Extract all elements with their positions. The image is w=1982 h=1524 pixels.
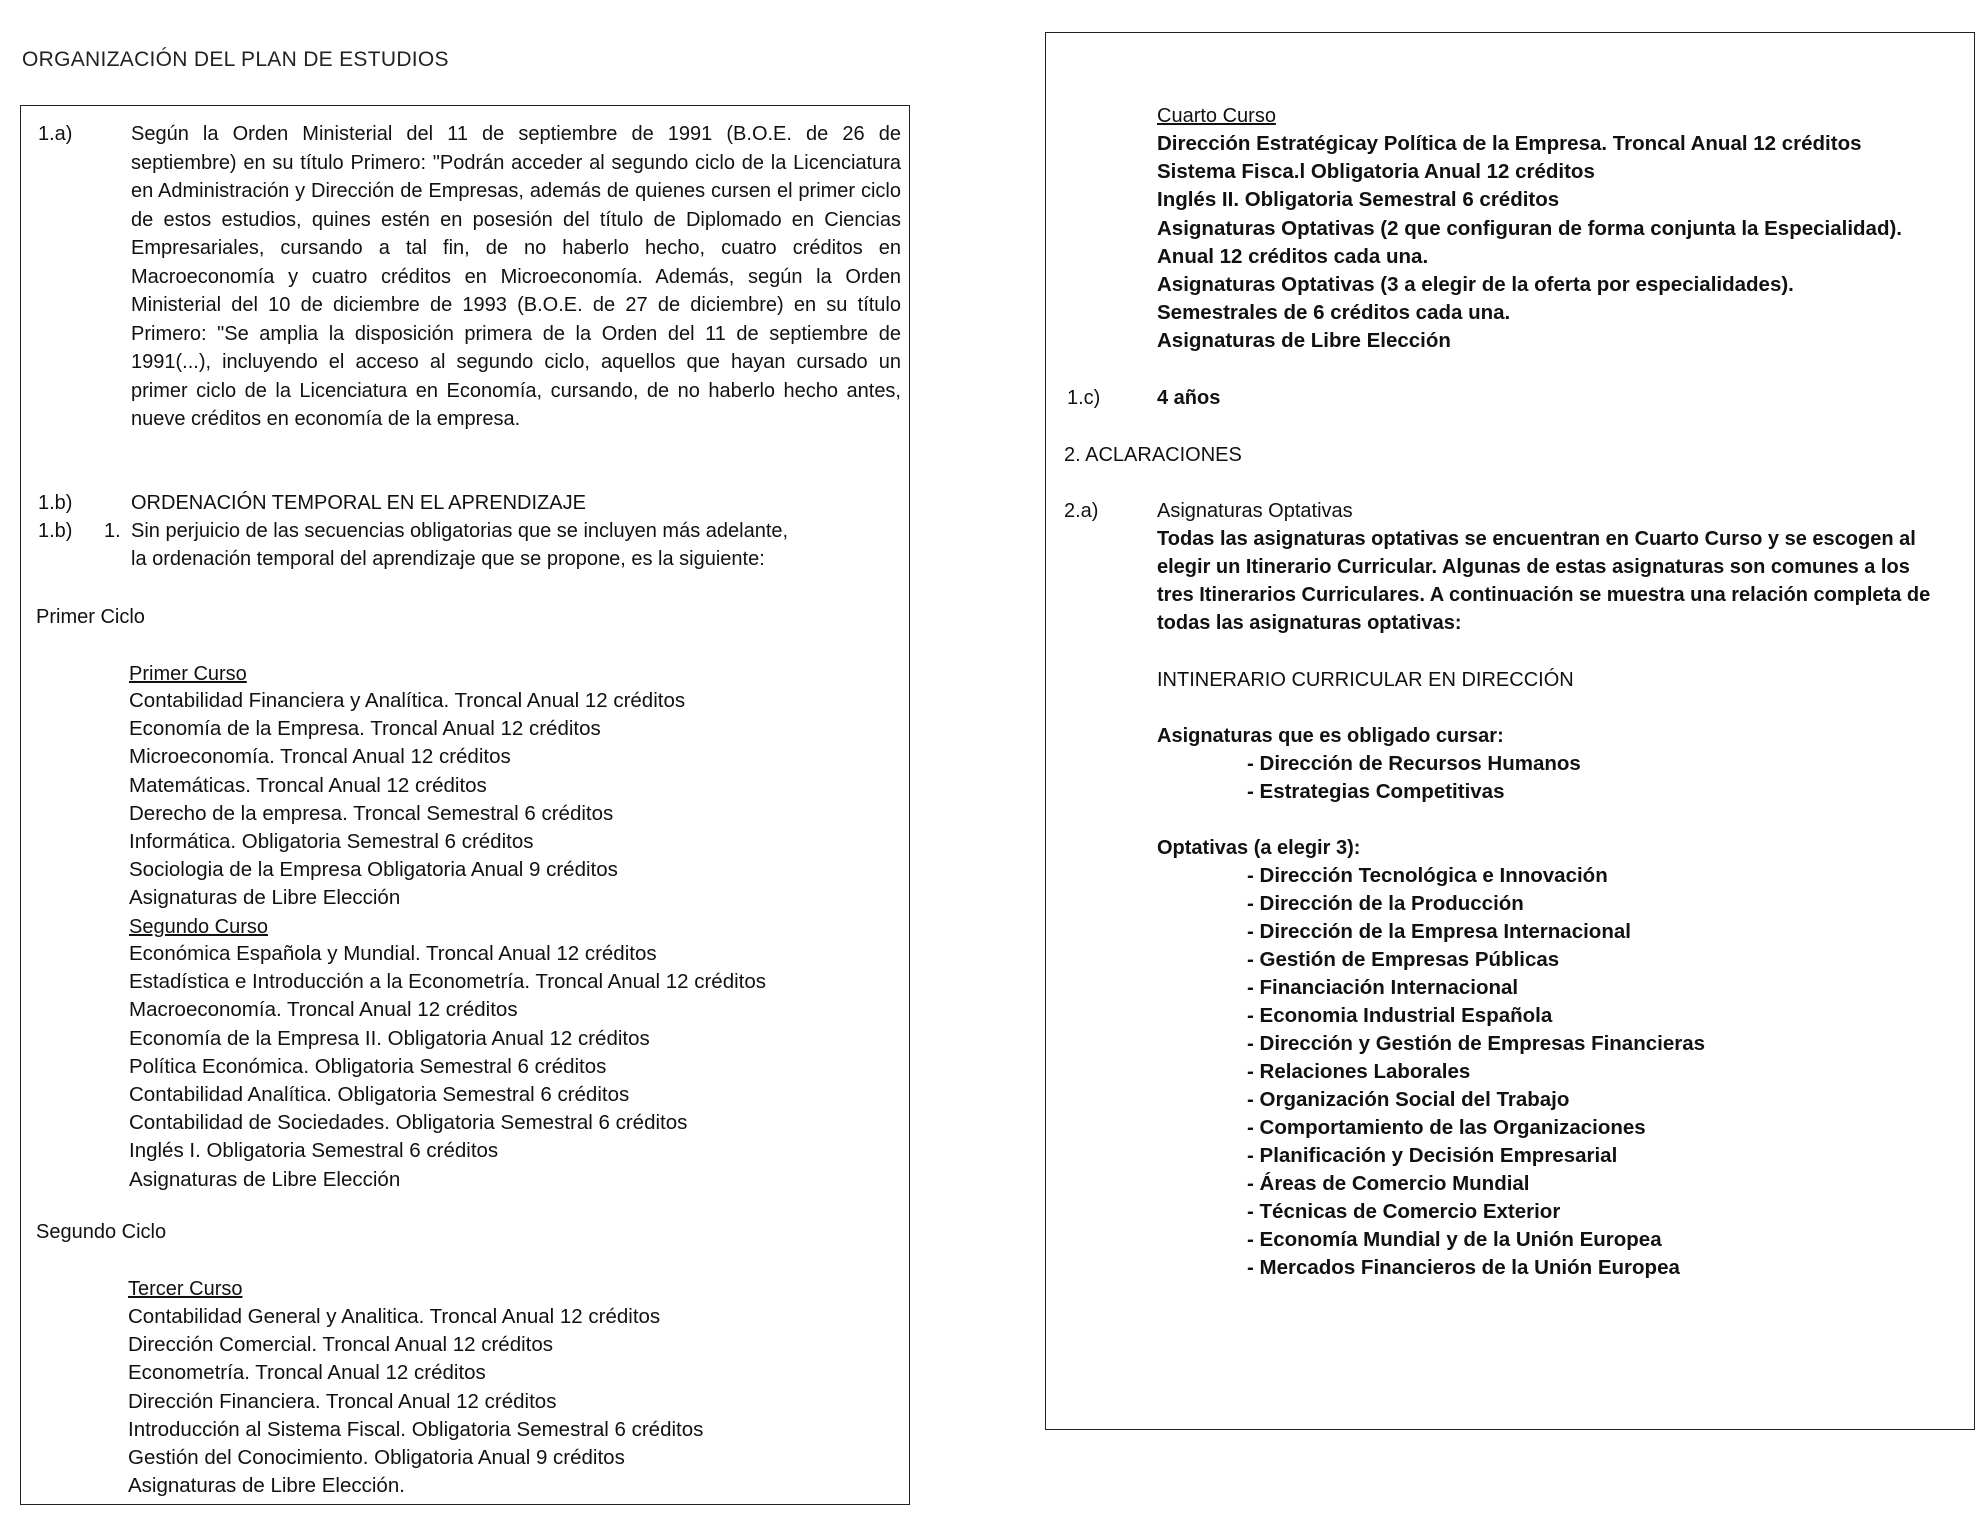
list-item: Asignaturas de Libre Elección bbox=[1157, 329, 1451, 353]
list-item: Economía de la Empresa. Troncal Anual 12 créditos bbox=[129, 717, 601, 741]
list-item: Asignaturas de Libre Elección bbox=[129, 886, 401, 910]
list-item: - Organización Social del Trabajo bbox=[1247, 1088, 1570, 1111]
list-item: - Economia Industrial Española bbox=[1247, 1004, 1553, 1027]
list-item: Inglés II. Obligatoria Semestral 6 créditos bbox=[1157, 188, 1560, 212]
list-item: Dirección Financiera. Troncal Anual 12 créditos bbox=[128, 1389, 557, 1413]
optativas-list bbox=[1247, 862, 1705, 1282]
list-item: - Economía Mundial y de la Unión Europea bbox=[1247, 1228, 1662, 1251]
segundo-curso-list bbox=[129, 940, 766, 1194]
list-item: - Dirección Tecnológica e Innovación bbox=[1247, 864, 1608, 887]
list-item: Dirección Estratégicay Política de la Empresa. Troncal Anual 12 créditos bbox=[1157, 132, 1862, 155]
list-item: Contabilidad Analítica. Obligatoria Semestral 6 créditos bbox=[129, 1083, 630, 1107]
section-1b2-number: 1. bbox=[104, 520, 121, 542]
list-item: Estadística e Introducción a la Econometría. Troncal Anual 12 créditos bbox=[129, 970, 766, 994]
section-2a-label: 2.a) bbox=[1064, 500, 1099, 522]
list-item: Contabilidad de Sociedades. Obligatoria Semestral 6 créditos bbox=[129, 1111, 688, 1135]
primer-curso-heading: Primer Curso bbox=[129, 663, 247, 685]
page-title: ORGANIZACIÓN DEL PLAN DE ESTUDIOS bbox=[22, 48, 449, 71]
list-item: Asignaturas Optativas (2 que configuran de forma conjunta la Especialidad). bbox=[1157, 216, 1902, 240]
list-item: - Planificación y Decisión Empresarial bbox=[1247, 1144, 1618, 1167]
list-item: - Dirección de Recursos Humanos bbox=[1247, 752, 1581, 775]
list-item: Asignaturas de Libre Elección. bbox=[128, 1474, 405, 1498]
primer-curso-list bbox=[129, 687, 685, 913]
list-item: Anual 12 créditos cada una. bbox=[1157, 244, 1429, 268]
section-1b2-line: la ordenación temporal del aprendizaje que se propone, es la siguiente: bbox=[131, 548, 765, 570]
list-item: Introducción al Sistema Fiscal. Obligatoria Semestral 6 créditos bbox=[128, 1417, 704, 1441]
list-item: Economía de la Empresa II. Obligatoria Anual 12 créditos bbox=[129, 1026, 650, 1050]
section-1b-label: 1.b) bbox=[38, 492, 73, 514]
section-2a-title: Asignaturas Optativas bbox=[1157, 500, 1353, 522]
segundo-ciclo-heading: Segundo Ciclo bbox=[36, 1221, 167, 1243]
list-item: Asignaturas de Libre Elección bbox=[129, 1167, 401, 1191]
optativas-heading: Optativas (a elegir 3): bbox=[1157, 837, 1361, 859]
primer-ciclo-heading: Primer Ciclo bbox=[36, 606, 145, 628]
list-item: Política Económica. Obligatoria Semestral 6 créditos bbox=[129, 1054, 607, 1078]
list-item: Sistema Fisca.l Obligatoria Anual 12 créditos bbox=[1157, 160, 1595, 184]
list-item: - Comportamiento de las Organizaciones bbox=[1247, 1116, 1646, 1139]
section-1c-value: 4 años bbox=[1157, 387, 1221, 409]
list-item: Microeconomía. Troncal Anual 12 créditos bbox=[129, 745, 511, 769]
list-item: - Estrategias Competitivas bbox=[1247, 780, 1505, 803]
section-1b2-line: Sin perjuicio de las secuencias obligatorias que se incluyen más adelante, bbox=[131, 520, 789, 542]
list-item: - Financiación Internacional bbox=[1247, 976, 1519, 999]
list-item: - Dirección de la Empresa Internacional bbox=[1247, 920, 1631, 943]
list-item: Econometría. Troncal Anual 12 créditos bbox=[128, 1361, 486, 1385]
cuarto-curso-list bbox=[1157, 130, 1902, 356]
list-item: Sociologia de la Empresa Obligatoria Anual 9 créditos bbox=[129, 858, 618, 882]
list-item: Asignaturas Optativas (3 a elegir de la oferta por especialidades). bbox=[1157, 273, 1794, 297]
tercer-curso-heading: Tercer Curso bbox=[128, 1278, 243, 1300]
list-item: Gestión del Conocimiento. Obligatoria Anual 9 créditos bbox=[128, 1446, 625, 1470]
list-item: Derecho de la empresa. Troncal Semestral 6 créditos bbox=[129, 801, 614, 825]
list-item: - Mercados Financieros de la Unión Europea bbox=[1247, 1256, 1680, 1279]
list-item: - Áreas de Comercio Mundial bbox=[1247, 1172, 1530, 1195]
list-item: Contabilidad Financiera y Analítica. Troncal Anual 12 créditos bbox=[129, 689, 686, 712]
section-1a-label: 1.a) bbox=[38, 123, 73, 145]
list-item: Informática. Obligatoria Semestral 6 créditos bbox=[129, 830, 534, 854]
list-item: Matemáticas. Troncal Anual 12 créditos bbox=[129, 773, 487, 797]
segundo-curso-heading: Segundo Curso bbox=[129, 916, 268, 938]
obligado-heading: Asignaturas que es obligado cursar: bbox=[1157, 725, 1504, 747]
section-1b2-label: 1.b) bbox=[38, 520, 73, 542]
section-1a-text: Según la Orden Ministerial del 11 de septiembre de 1991 (B.O.E. de 26 de septiembre) en su título Primero: "Podrán acceder al segundo ciclo de la Licenciatura en Administración y Dirección de Empresas, además de quienes cursen el primer ciclo de estos estudios, quines estén en posesión del título de Diplomado en Ciencias Empresariales, cursando a tal fin, de no haberlo hecho, cuatro créditos en Macroeconomía y cuatro créditos en Microeconomía. Además, según la Orden Ministerial del 10 de diciembre de 1993 (B.O.E. de 27 de diciembre) en su título Primero: "Se amplia la disposición primera de la Orden del 11 de septiembre de 1991(...), incluyendo el acceso al segundo ciclo, aquellos que hayan cursado un primer ciclo de la Licenciatura en Economía, cursando, de no haberlo hecho antes, nueve créditos en economía de la empresa. bbox=[131, 123, 901, 430]
list-item: - Gestión de Empresas Públicas bbox=[1247, 948, 1560, 971]
cuarto-curso-heading: Cuarto Curso bbox=[1157, 105, 1276, 127]
list-item: - Dirección de la Producción bbox=[1247, 892, 1524, 915]
obligado-list bbox=[1247, 750, 1581, 806]
section-1b-title: ORDENACIÓN TEMPORAL EN EL APRENDIZAJE bbox=[131, 492, 586, 514]
list-item: Macroeconomía. Troncal Anual 12 créditos bbox=[129, 998, 518, 1022]
list-item: - Relaciones Laborales bbox=[1247, 1060, 1471, 1083]
list-item: - Técnicas de Comercio Exterior bbox=[1247, 1200, 1561, 1223]
list-item: Semestrales de 6 créditos cada una. bbox=[1157, 301, 1511, 325]
list-item: Contabilidad General y Analitica. Troncal Anual 12 créditos bbox=[128, 1305, 661, 1328]
itinerario-heading: INTINERARIO CURRICULAR EN DIRECCIÓN bbox=[1157, 669, 1574, 691]
list-item: - Dirección y Gestión de Empresas Financieras bbox=[1247, 1032, 1706, 1055]
list-item: Inglés I. Obligatoria Semestral 6 créditos bbox=[129, 1139, 499, 1163]
section-1c-label: 1.c) bbox=[1067, 387, 1101, 409]
section-2a-text: Todas las asignaturas optativas se encuentran en Cuarto Curso y se escogen al elegir un Itinerario Curricular. Algunas de estas asignaturas son comunes a los tres Itinerarios Curriculares. A continuación se muestra una relación completa de todas las asignaturas optativas: bbox=[1157, 528, 1931, 634]
tercer-curso-list bbox=[128, 1303, 703, 1500]
list-item: Económica Española y Mundial. Troncal Anual 12 créditos bbox=[129, 942, 657, 965]
aclaraciones-heading: 2. ACLARACIONES bbox=[1064, 444, 1242, 466]
list-item: Dirección Comercial. Troncal Anual 12 créditos bbox=[128, 1333, 553, 1357]
